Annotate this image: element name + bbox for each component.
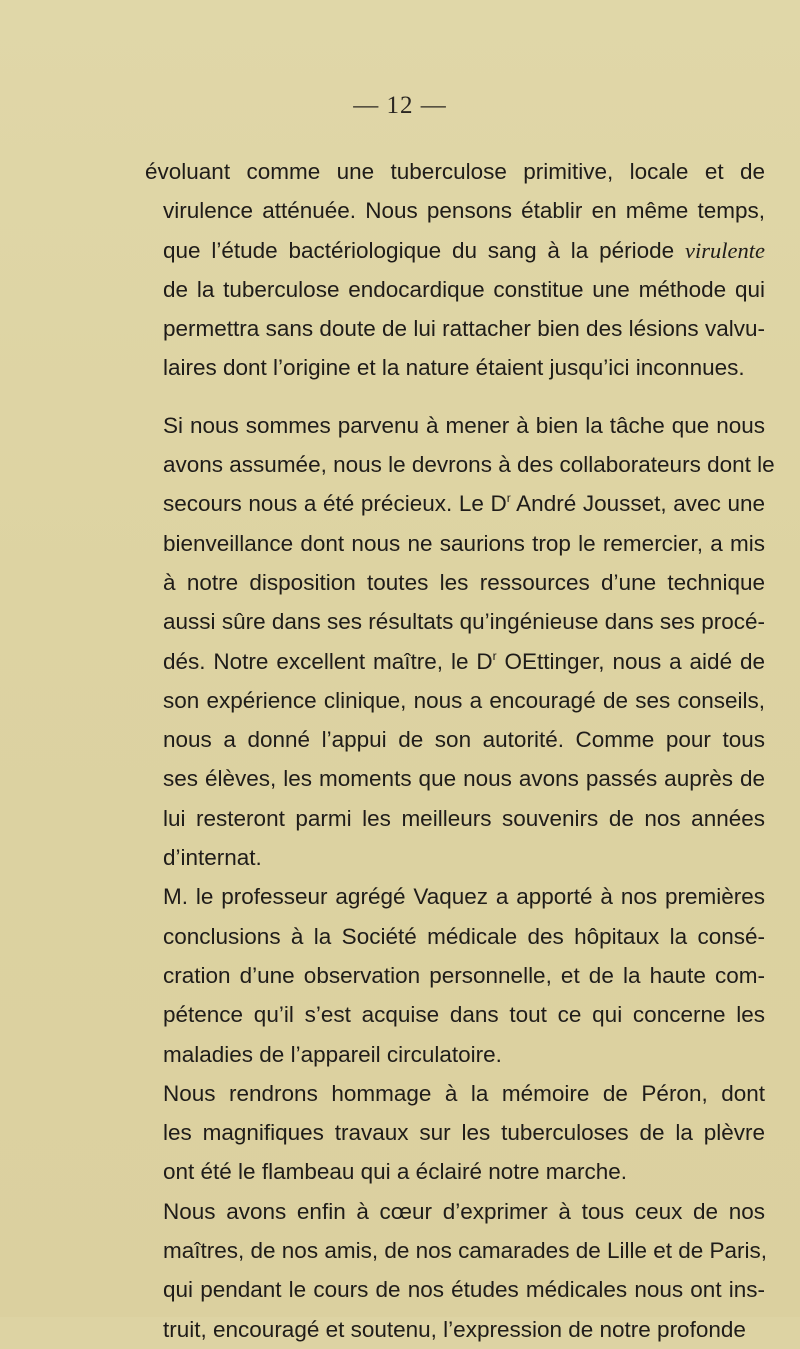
text-line [145,231,765,270]
text-fragment: André Jousset, avec une [510,491,765,517]
text-line: laires dont l’origine et la nature étaient jusqu’ici inconnues. [163,355,745,381]
text-line: conclusions à la Société médicale des hôpitaux la consé- [163,923,765,949]
text-line [145,642,765,681]
text-line: permettra sans doute de lui rattacher bien des lésions valvu- [163,316,765,342]
text-fragment: dés. Notre excellent maître, le D [163,648,493,674]
text-line: qui pendant le cours de nos études médicales nous ont ins- [163,1277,765,1303]
page-number: — 12 — [353,92,447,119]
paragraph-3 [145,877,765,1073]
text-line: maîtres, de nos amis, de nos camarades de Lille et de Paris, [163,1238,768,1264]
text-line: Nous rendrons hommage à la mémoire de Péron, dont [163,1080,765,1106]
text-line [145,484,765,523]
text-fragment: OEttinger, nous a aidé de [496,648,765,674]
text-line: truit, encouragé et soutenu, l’expression de notre profonde [163,1316,746,1342]
text-line: d’internat. [163,845,262,871]
text-line: de la tuberculose endocardique constitue une méthode qui [163,276,765,302]
text-line: ses élèves, les moments que nous avons passés auprès de [163,766,765,792]
text-line: nous a donné l’appui de son autorité. Comme pour tous [163,727,765,753]
text-line: avons assumée, nous le devrons à des collaborateurs dont le [163,452,775,478]
text-line: évoluant comme une tuberculose primitive, locale et de [145,159,765,184]
text-line: maladies de l’appareil circulatoire. [163,1041,502,1067]
text-line: Si nous sommes parvenu à mener à bien la tâche que nous [163,412,765,438]
paragraph-1 [145,152,765,388]
text-line: bienveillance dont nous ne saurions trop le remercier, a mis [163,530,765,556]
text-line: virulence atténuée. Nous pensons établir en même temps, [163,198,765,224]
text-line: pétence qu’il s’est acquise dans tout ce qui concerne les [163,1002,765,1028]
italic-word: virulente [685,237,765,263]
text-line: ont été le flambeau qui a éclairé notre marche. [163,1159,628,1185]
text-line: aussi sûre dans ses résultats qu’ingénieuse dans ses procé- [163,609,765,635]
text-line: Nous avons enfin à cœur d’exprimer à tous ceux de nos [163,1198,765,1224]
paragraph-4 [145,1074,765,1192]
text-line: les magnifiques travaux sur les tuberculoses de la plèvre [163,1120,765,1146]
paragraph-5 [145,1192,768,1349]
text-line: cration d’une observation personnelle, et de la haute com- [163,962,765,988]
text-line: à notre disposition toutes les ressources d’une technique [163,569,765,595]
text-line: lui resteront parmi les meilleurs souvenirs de nos années [163,805,765,831]
paragraph-2 [145,406,775,878]
superscript: r [506,491,511,506]
body-text [145,152,775,1349]
text-line: M. le professeur agrégé Vaquez a apporté à nos premières [163,884,765,910]
text-fragment: secours nous a été précieux. Le D [163,491,507,517]
text-fragment: que l’étude bactériologique du sang à la période [163,237,675,263]
superscript: r [492,648,497,663]
text-line: son expérience clinique, nous a encouragé de ses conseils, [163,687,765,713]
